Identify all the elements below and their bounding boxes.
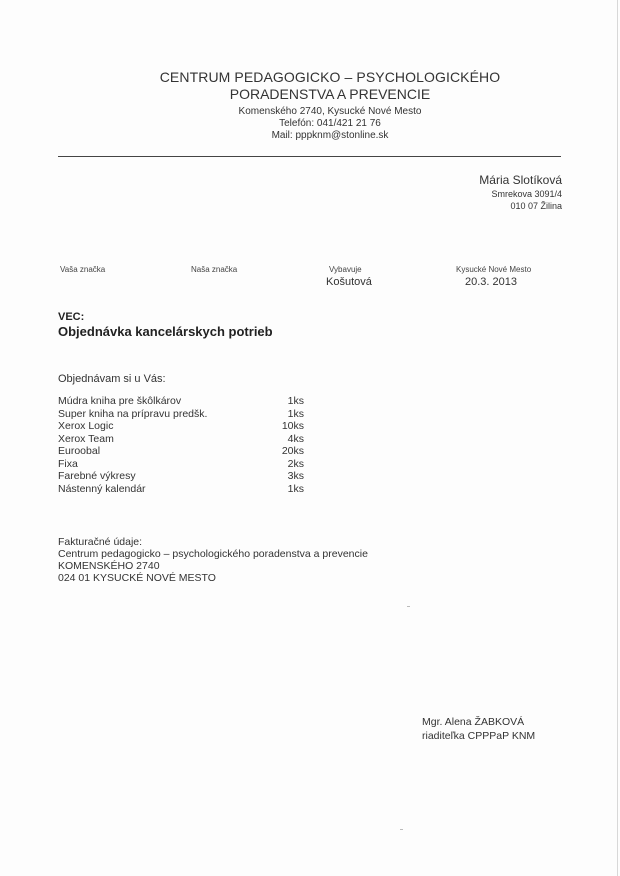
item-qty: 20ks (281, 445, 304, 457)
item-name: Xerox Team (58, 432, 114, 445)
letterhead-address: Komenského 2740, Kysucké Nové Mesto (238, 106, 422, 117)
letterhead-line2: PORADENSTVA A PREVENCIE (229, 86, 431, 102)
recipient-street: Smrekova 3091/4 (491, 189, 562, 199)
item-qty: 10ks (281, 420, 304, 432)
subject-title: Objednávka kancelárskych potrieb (58, 324, 273, 339)
order-intro: Objednávam si u Vás: (58, 373, 166, 385)
item-qty: 3ks (287, 470, 304, 482)
list-item (58, 420, 318, 433)
handled-by-value: Košutová (326, 276, 372, 288)
place-label: Kysucké Nové Mesto (456, 265, 532, 274)
billing-street: KOMENSKÉHO 2740 (58, 560, 160, 572)
billing-label: Fakturačné údaje: (58, 536, 143, 548)
letter-date: 20.3. 2013 (465, 276, 517, 288)
your-ref-label: Vaša značka (60, 265, 106, 274)
item-name: Euroobal (58, 445, 101, 457)
item-name: Nástenný kalendár (58, 482, 146, 495)
item-name: Fixa (58, 457, 78, 470)
letterhead-line1: CENTRUM PEDAGOGICKO – PSYCHOLOGICKÉHO (159, 69, 501, 85)
item-name: Farebné výkresy (58, 470, 136, 482)
scan-speck (407, 606, 410, 607)
list-item (58, 395, 318, 408)
billing-org: Centrum pedagogicko – psychologického poradenstva a prevencie (58, 548, 368, 560)
scan-speck (400, 829, 403, 830)
list-item (58, 433, 318, 446)
our-ref-label: Naša značka (191, 265, 238, 274)
list-item (58, 483, 318, 496)
signature-name: Mgr. Alena ŽABKOVÁ (422, 716, 525, 728)
subject-label: VEC: (58, 311, 85, 323)
letterhead-phone: Telefón: 041/421 21 76 (279, 118, 381, 129)
item-name: Xerox Logic (58, 420, 114, 432)
page-edge (617, 0, 618, 876)
item-name: Super kniha na prípravu predšk. (58, 407, 208, 420)
list-item (58, 408, 318, 421)
recipient-city: 010 07 Žilina (510, 201, 562, 211)
list-item (58, 470, 318, 483)
signature-title: riaditeľka CPPPaP KNM (422, 730, 536, 742)
item-qty: 1ks (287, 407, 304, 420)
handled-by-label: Vybavuje (329, 265, 362, 274)
header-divider (58, 156, 561, 157)
billing-city: 024 01 KYSUCKÉ NOVÉ MESTO (58, 572, 216, 584)
item-qty: 1ks (287, 482, 304, 495)
recipient-name: Mária Slotíková (479, 173, 562, 187)
order-items-list (58, 395, 318, 495)
list-item (58, 458, 318, 471)
list-item (58, 445, 318, 458)
item-name: Múdra kniha pre škôlkárov (58, 395, 182, 407)
item-qty: 4ks (287, 432, 304, 445)
item-qty: 2ks (287, 457, 304, 470)
item-qty: 1ks (287, 395, 304, 407)
letterhead-mail: Mail: pppknm@stonline.sk (271, 130, 389, 141)
